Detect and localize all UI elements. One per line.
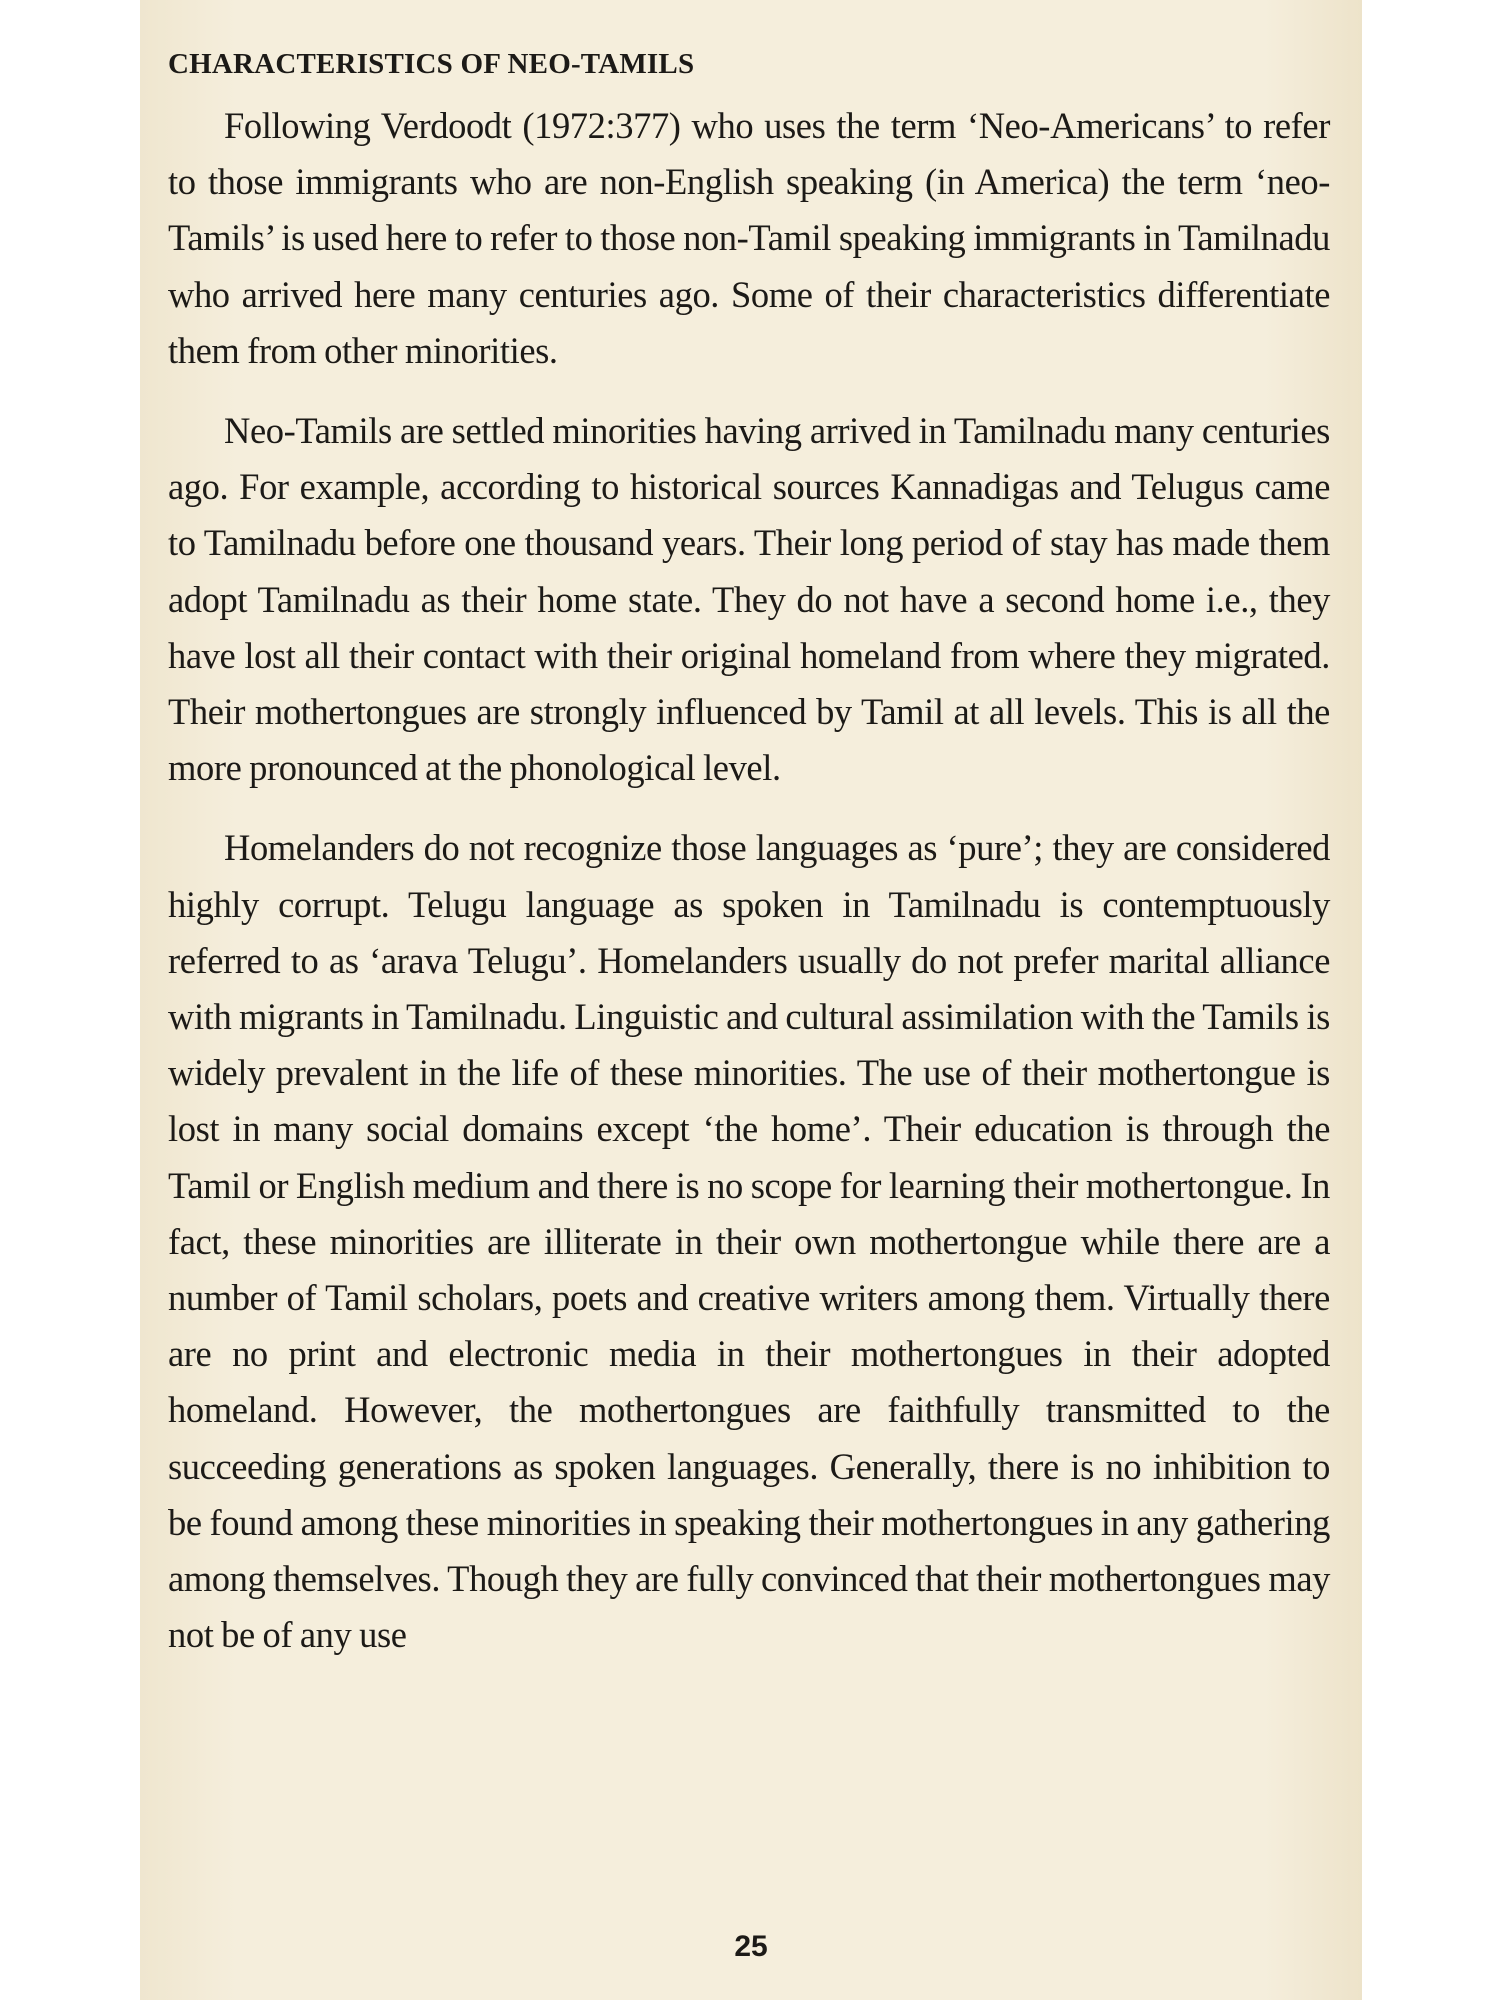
paragraph-3: Homelanders do not recognize those languages as ‘pure’; they are considered highly corrupt. Telugu language as spoken in Tamilnadu is contemptuously referred to as ‘arava Telugu’. Homelanders usually do not prefer marital alliance with migrants in Tamilnadu. Linguistic and cultural assimilation with the Tamils is widely prevalent in the life of these minorities. The use of their mothertongue is lost in many social domains except ‘the home’. Their education is through the Tamil or English medium and there is no scope for learning their mothertongue. In fact, these minorities are illiterate in their own mothertongue while there are a number of Tamil scholars, poets and creative writers among them. Virtually there are no print and electronic media in their mothertongues in their adopted homeland. However, the mothertongues are faithfully transmitted to the succeeding generations as spoken languages. Generally, there is no inhibition to be found among these minorities in speaking their mothertongues in any gathering among themselves. Though they are fully convinced that their mothertongues may not be of any use bbox=[168, 827, 1330, 1656]
paragraph-2: Neo-Tamils are settled minorities having arrived in Tamilnadu many centuries ago. For example, according to historical sources Kannadigas and Telugus came to Tamilnadu before one thousand years. Their long period of stay has made them adopt Tamilnadu as their home state. They do not have a second home i.e., they have lost all their contact with their original homeland from where they migrated. Their mothertongues are strongly influenced by Tamil at all levels. This is all the more pronounced at the phonological level. bbox=[168, 410, 1330, 789]
page-number: 25 bbox=[734, 1930, 768, 1963]
book-page bbox=[140, 0, 1362, 2000]
paragraph-1: Following Verdoodt (1972:377) who uses the term ‘Neo-Americans’ to refer to those immigrants who are non-English speaking (in America) the term ‘neo-Tamils’ is used here to refer to those non-Tamil speaking immigrants in Tamilnadu who arrived here many centuries ago. Some of their characteristics differentiate them from other minorities. bbox=[168, 105, 1330, 371]
section-heading: CHARACTERISTICS OF NEO-TAMILS bbox=[168, 48, 695, 80]
page-content bbox=[168, 40, 1330, 1663]
